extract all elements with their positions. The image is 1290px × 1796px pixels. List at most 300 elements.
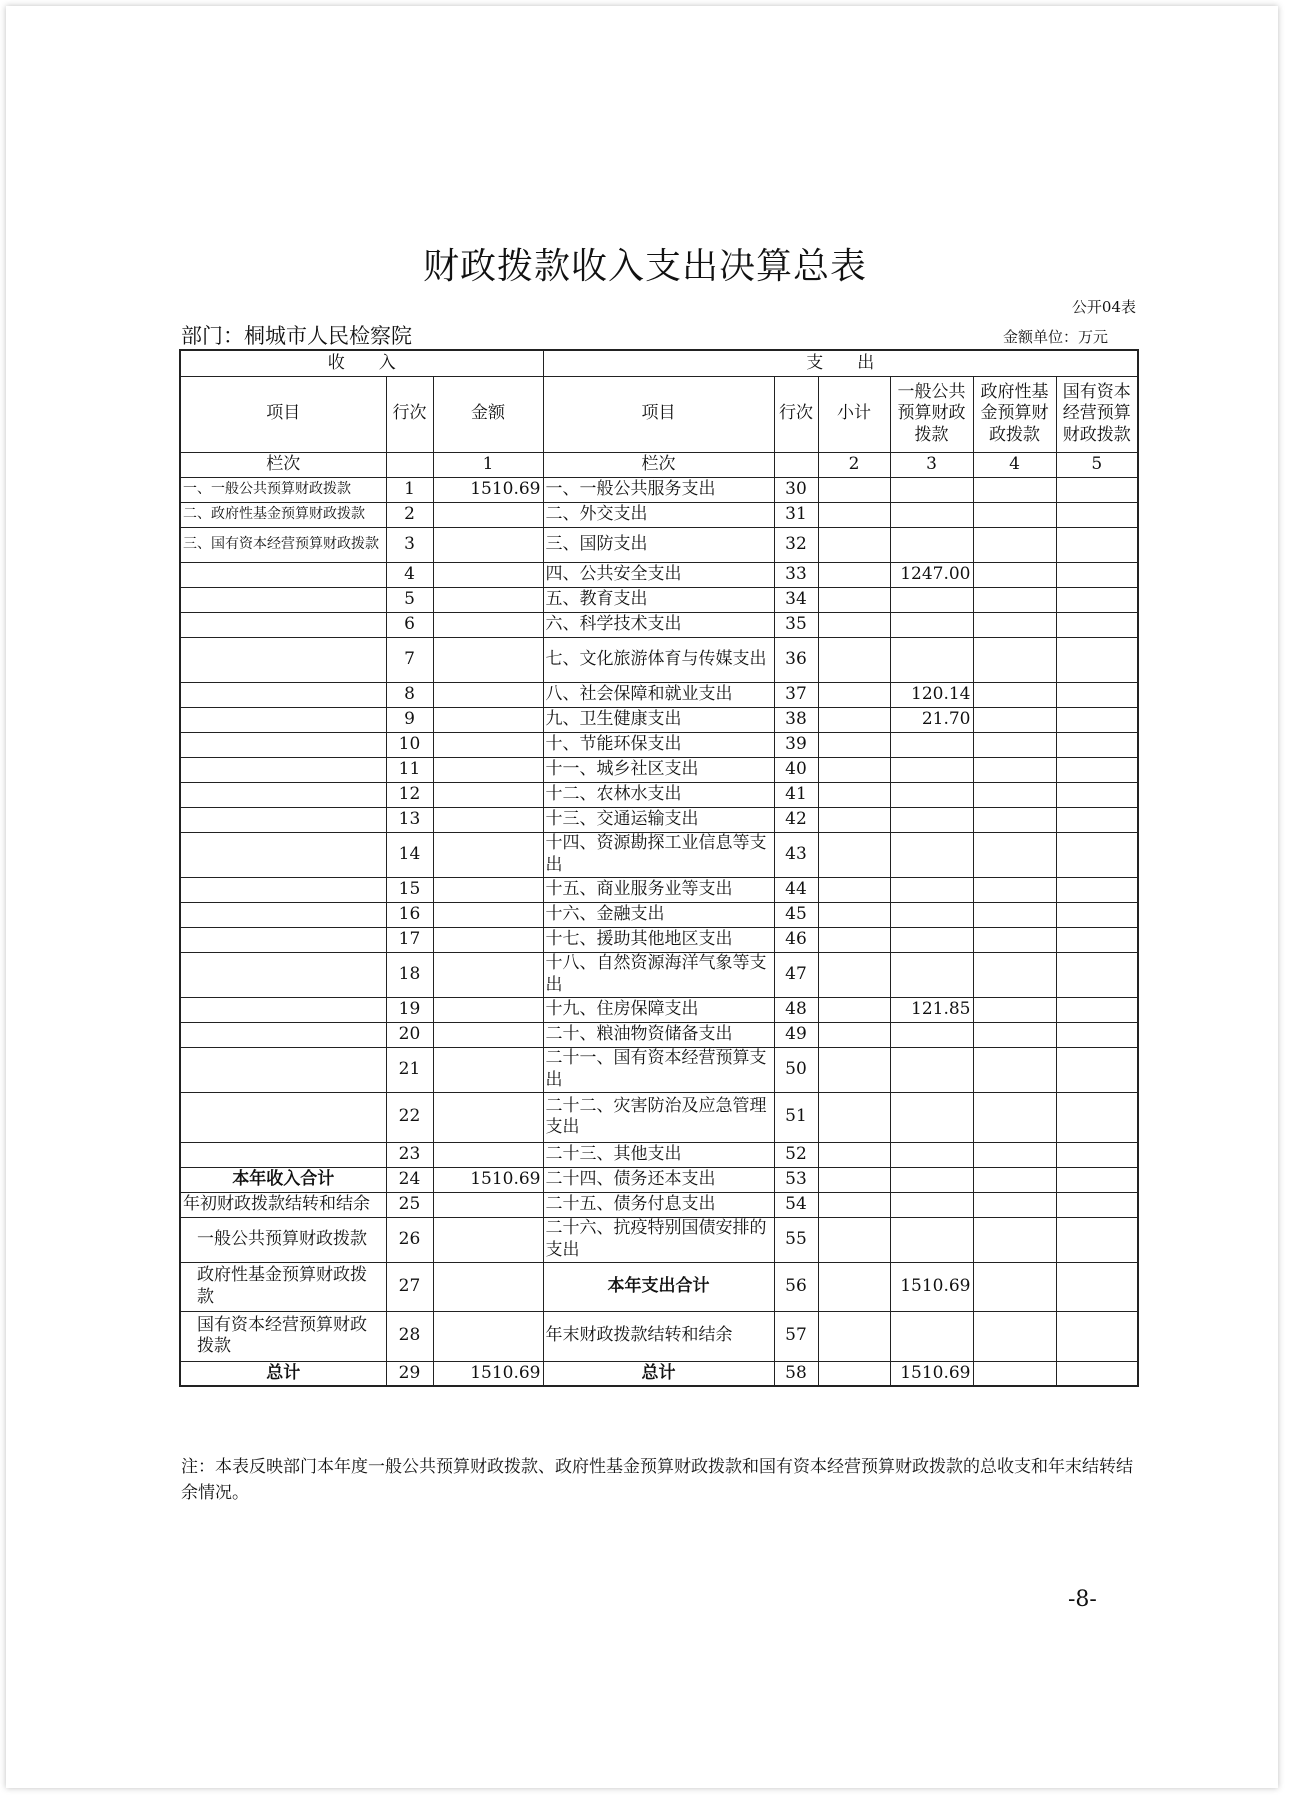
table-row	[180, 1142, 1138, 1167]
income-row-no: 3	[386, 527, 433, 562]
income-item: 本年收入合计	[180, 1167, 386, 1192]
income-row-no: 29	[386, 1361, 433, 1386]
fund-budget-value	[973, 927, 1056, 952]
expense-row-no: 48	[774, 997, 818, 1022]
income-amount-header: 金额	[433, 376, 543, 452]
general-budget-value	[890, 612, 973, 637]
general-budget-value	[890, 502, 973, 527]
general-budget-value: 1510.69	[890, 1262, 973, 1311]
income-item	[180, 832, 386, 877]
income-item	[180, 997, 386, 1022]
expense-row-no: 50	[774, 1047, 818, 1092]
subtotal-value	[818, 502, 890, 527]
income-amount	[433, 877, 543, 902]
table-row	[180, 1167, 1138, 1192]
fund-budget-value	[973, 1022, 1056, 1047]
state-capital-header: 国有资本经营预算财政拨款	[1056, 376, 1138, 452]
fund-budget-value	[973, 637, 1056, 682]
income-item	[180, 732, 386, 757]
income-amount	[433, 502, 543, 527]
income-item	[180, 682, 386, 707]
expense-item: 二十二、灾害防治及应急管理支出	[543, 1092, 774, 1142]
state-capital-value	[1056, 782, 1138, 807]
subtotal-value	[818, 782, 890, 807]
subtotal-value	[818, 1167, 890, 1192]
state-capital-value	[1056, 997, 1138, 1022]
table-row	[180, 1361, 1138, 1386]
table-row	[180, 952, 1138, 997]
income-row-no-header: 行次	[386, 376, 433, 452]
subtotal-value	[818, 927, 890, 952]
subtotal-value	[818, 1192, 890, 1217]
income-amount	[433, 1142, 543, 1167]
subtotal-value	[818, 477, 890, 502]
state-capital-value	[1056, 707, 1138, 732]
income-amount	[433, 1047, 543, 1092]
expense-item: 二十五、债务付息支出	[543, 1192, 774, 1217]
expense-item: 本年支出合计	[543, 1262, 774, 1311]
income-row-no: 1	[386, 477, 433, 502]
expense-item: 十七、援助其他地区支出	[543, 927, 774, 952]
expense-row-no: 36	[774, 637, 818, 682]
general-budget-value	[890, 1092, 973, 1142]
general-budget-value	[890, 1022, 973, 1047]
table-row	[180, 1022, 1138, 1047]
income-item	[180, 612, 386, 637]
table-row	[180, 732, 1138, 757]
expense-item: 三、国防支出	[543, 527, 774, 562]
column-index-2: 2	[818, 452, 890, 477]
expense-item: 二十、粮油物资储备支出	[543, 1022, 774, 1047]
income-row-no: 28	[386, 1311, 433, 1361]
fund-budget-value	[973, 1092, 1056, 1142]
expense-row-no: 54	[774, 1192, 818, 1217]
state-capital-value	[1056, 877, 1138, 902]
fund-budget-value	[973, 612, 1056, 637]
table-row	[180, 782, 1138, 807]
state-capital-value	[1056, 1047, 1138, 1092]
income-row-no: 16	[386, 902, 433, 927]
income-item	[180, 927, 386, 952]
subtotal-value	[818, 562, 890, 587]
income-item: 三、国有资本经营预算财政拨款	[180, 527, 386, 562]
subtotal-value	[818, 587, 890, 612]
state-capital-value	[1056, 612, 1138, 637]
subtotal-value	[818, 1092, 890, 1142]
expense-item: 二十六、抗疫特别国债安排的支出	[543, 1217, 774, 1262]
expense-row-no: 47	[774, 952, 818, 997]
subtotal-value	[818, 732, 890, 757]
income-row-no: 17	[386, 927, 433, 952]
income-row-no: 18	[386, 952, 433, 997]
subtotal-value	[818, 902, 890, 927]
expense-item: 十六、金融支出	[543, 902, 774, 927]
income-item	[180, 877, 386, 902]
empty-cell	[386, 452, 433, 477]
income-amount	[433, 527, 543, 562]
subtotal-value	[818, 997, 890, 1022]
income-amount: 1510.69	[433, 1361, 543, 1386]
expense-item: 四、公共安全支出	[543, 562, 774, 587]
income-item	[180, 1022, 386, 1047]
empty-cell	[774, 452, 818, 477]
expense-row-no: 45	[774, 902, 818, 927]
state-capital-value	[1056, 502, 1138, 527]
table-row	[180, 832, 1138, 877]
general-budget-value: 21.70	[890, 707, 973, 732]
income-row-no: 27	[386, 1262, 433, 1311]
fund-budget-value	[973, 1361, 1056, 1386]
income-item	[180, 637, 386, 682]
fund-budget-value	[973, 807, 1056, 832]
income-item	[180, 707, 386, 732]
general-budget-value	[890, 782, 973, 807]
general-budget-value: 120.14	[890, 682, 973, 707]
income-item	[180, 952, 386, 997]
table-row	[180, 757, 1138, 782]
income-amount	[433, 782, 543, 807]
expense-item: 十三、交通运输支出	[543, 807, 774, 832]
department-label: 部门：桐城市人民检察院	[181, 324, 412, 348]
fund-budget-value	[973, 997, 1056, 1022]
income-row-no: 14	[386, 832, 433, 877]
income-amount	[433, 997, 543, 1022]
expense-item: 十八、自然资源海洋气象等支出	[543, 952, 774, 997]
income-section-header: 收 入	[180, 350, 543, 376]
state-capital-value	[1056, 527, 1138, 562]
page-title: 财政拨款收入支出决算总表	[422, 246, 867, 287]
column-label: 栏次	[180, 452, 386, 477]
income-item: 政府性基金预算财政拨款	[180, 1262, 386, 1311]
subtotal-value	[818, 1047, 890, 1092]
income-row-no: 21	[386, 1047, 433, 1092]
expense-item: 二十四、债务还本支出	[543, 1167, 774, 1192]
table-row	[180, 637, 1138, 682]
general-budget-value: 1510.69	[890, 1361, 973, 1386]
general-budget-value	[890, 1047, 973, 1092]
income-amount	[433, 807, 543, 832]
expense-row-no: 32	[774, 527, 818, 562]
income-amount	[433, 1192, 543, 1217]
table-row	[180, 502, 1138, 527]
subtotal-value	[818, 707, 890, 732]
state-capital-value	[1056, 637, 1138, 682]
form-number: 公开04表	[1071, 298, 1136, 316]
general-budget-header: 一般公共预算财政拨款	[890, 376, 973, 452]
state-capital-value	[1056, 807, 1138, 832]
table-row	[180, 1047, 1138, 1092]
table-row	[180, 612, 1138, 637]
state-capital-value	[1056, 927, 1138, 952]
table-row	[180, 902, 1138, 927]
income-row-no: 9	[386, 707, 433, 732]
income-amount: 1510.69	[433, 1167, 543, 1192]
expense-item: 十一、城乡社区支出	[543, 757, 774, 782]
expense-row-no: 56	[774, 1262, 818, 1311]
income-item	[180, 562, 386, 587]
state-capital-value	[1056, 1361, 1138, 1386]
subtotal-header: 小计	[818, 376, 890, 452]
subtotal-value	[818, 682, 890, 707]
income-row-no: 10	[386, 732, 433, 757]
fund-budget-value	[973, 477, 1056, 502]
income-row-no: 7	[386, 637, 433, 682]
fund-budget-header: 政府性基金预算财政拨款	[973, 376, 1056, 452]
state-capital-value	[1056, 562, 1138, 587]
income-amount	[433, 682, 543, 707]
subtotal-value	[818, 1262, 890, 1311]
fund-budget-value	[973, 877, 1056, 902]
state-capital-value	[1056, 902, 1138, 927]
income-amount	[433, 952, 543, 997]
general-budget-value	[890, 927, 973, 952]
budget-table	[179, 349, 1139, 1387]
fund-budget-value	[973, 1262, 1056, 1311]
subtotal-value	[818, 1311, 890, 1361]
expense-row-no: 30	[774, 477, 818, 502]
table-row	[180, 587, 1138, 612]
expense-item-header: 项目	[543, 376, 774, 452]
expense-row-no: 49	[774, 1022, 818, 1047]
subtotal-value	[818, 612, 890, 637]
expense-item: 总计	[543, 1361, 774, 1386]
fund-budget-value	[973, 1167, 1056, 1192]
table-row	[180, 997, 1138, 1022]
income-row-no: 24	[386, 1167, 433, 1192]
expense-item: 五、教育支出	[543, 587, 774, 612]
column-index-row	[180, 452, 1138, 477]
fund-budget-value	[973, 1192, 1056, 1217]
income-item	[180, 1092, 386, 1142]
expense-row-no: 31	[774, 502, 818, 527]
fund-budget-value	[973, 1047, 1056, 1092]
state-capital-value	[1056, 477, 1138, 502]
subtotal-value	[818, 527, 890, 562]
column-label-2: 栏次	[543, 452, 774, 477]
subtotal-value	[818, 1142, 890, 1167]
subtotal-value	[818, 952, 890, 997]
expense-item: 八、社会保障和就业支出	[543, 682, 774, 707]
income-row-no: 13	[386, 807, 433, 832]
income-item-header: 项目	[180, 376, 386, 452]
general-budget-value	[890, 902, 973, 927]
general-budget-value	[890, 1142, 973, 1167]
income-item: 一、一般公共预算财政拨款	[180, 477, 386, 502]
expense-item: 七、文化旅游体育与传媒支出	[543, 637, 774, 682]
general-budget-value	[890, 1167, 973, 1192]
income-item: 国有资本经营预算财政拨款	[180, 1311, 386, 1361]
expense-row-no: 38	[774, 707, 818, 732]
expense-item: 一、一般公共服务支出	[543, 477, 774, 502]
income-item	[180, 1142, 386, 1167]
subtotal-value	[818, 1022, 890, 1047]
expense-section-header: 支 出	[543, 350, 1138, 376]
fund-budget-value	[973, 1311, 1056, 1361]
income-row-no: 4	[386, 562, 433, 587]
expense-row-no: 44	[774, 877, 818, 902]
expense-item: 十二、农林水支出	[543, 782, 774, 807]
state-capital-value	[1056, 1262, 1138, 1311]
income-amount	[433, 927, 543, 952]
income-row-no: 15	[386, 877, 433, 902]
income-item	[180, 807, 386, 832]
table-row	[180, 527, 1138, 562]
fund-budget-value	[973, 682, 1056, 707]
income-item	[180, 757, 386, 782]
table-row	[180, 1192, 1138, 1217]
expense-item: 十九、住房保障支出	[543, 997, 774, 1022]
fund-budget-value	[973, 1217, 1056, 1262]
fund-budget-value	[973, 527, 1056, 562]
expense-row-no: 39	[774, 732, 818, 757]
expense-item: 二十三、其他支出	[543, 1142, 774, 1167]
general-budget-value	[890, 587, 973, 612]
income-amount	[433, 637, 543, 682]
table-row	[180, 1092, 1138, 1142]
income-amount	[433, 587, 543, 612]
general-budget-value	[890, 1192, 973, 1217]
expense-row-no: 53	[774, 1167, 818, 1192]
subtotal-value	[818, 832, 890, 877]
income-row-no: 5	[386, 587, 433, 612]
expense-row-no: 57	[774, 1311, 818, 1361]
expense-item: 二、外交支出	[543, 502, 774, 527]
income-row-no: 26	[386, 1217, 433, 1262]
expense-item: 十五、商业服务业等支出	[543, 877, 774, 902]
expense-row-no: 41	[774, 782, 818, 807]
income-amount	[433, 832, 543, 877]
general-budget-value	[890, 477, 973, 502]
table-row	[180, 807, 1138, 832]
income-amount	[433, 1311, 543, 1361]
income-row-no: 12	[386, 782, 433, 807]
income-amount	[433, 902, 543, 927]
fund-budget-value	[973, 782, 1056, 807]
general-budget-value	[890, 807, 973, 832]
expense-row-no-header: 行次	[774, 376, 818, 452]
income-item: 总计	[180, 1361, 386, 1386]
income-amount	[433, 1217, 543, 1262]
state-capital-value	[1056, 1217, 1138, 1262]
general-budget-value: 121.85	[890, 997, 973, 1022]
expense-row-no: 46	[774, 927, 818, 952]
income-row-no: 6	[386, 612, 433, 637]
table-row	[180, 1262, 1138, 1311]
column-index-3: 3	[890, 452, 973, 477]
state-capital-value	[1056, 757, 1138, 782]
general-budget-value	[890, 637, 973, 682]
income-row-no: 25	[386, 1192, 433, 1217]
income-row-no: 11	[386, 757, 433, 782]
general-budget-value	[890, 1217, 973, 1262]
expense-row-no: 42	[774, 807, 818, 832]
fund-budget-value	[973, 562, 1056, 587]
expense-row-no: 34	[774, 587, 818, 612]
income-row-no: 20	[386, 1022, 433, 1047]
income-row-no: 19	[386, 997, 433, 1022]
page-number: -8-	[1068, 1587, 1097, 1612]
income-amount	[433, 1092, 543, 1142]
general-budget-value	[890, 832, 973, 877]
table-row	[180, 477, 1138, 502]
table-row	[180, 682, 1138, 707]
expense-item: 九、卫生健康支出	[543, 707, 774, 732]
expense-item: 二十一、国有资本经营预算支出	[543, 1047, 774, 1092]
fund-budget-value	[973, 587, 1056, 612]
income-amount	[433, 1022, 543, 1047]
table-row	[180, 562, 1138, 587]
subtotal-value	[818, 1217, 890, 1262]
expense-row-no: 33	[774, 562, 818, 587]
income-amount	[433, 1262, 543, 1311]
table-row	[180, 707, 1138, 732]
income-amount	[433, 612, 543, 637]
fund-budget-value	[973, 1142, 1056, 1167]
expense-row-no: 58	[774, 1361, 818, 1386]
unit-label: 金额单位：万元	[1002, 328, 1108, 346]
fund-budget-value	[973, 952, 1056, 997]
state-capital-value	[1056, 1142, 1138, 1167]
fund-budget-value	[973, 832, 1056, 877]
expense-row-no: 52	[774, 1142, 818, 1167]
expense-row-no: 51	[774, 1092, 818, 1142]
expense-row-no: 37	[774, 682, 818, 707]
general-budget-value	[890, 732, 973, 757]
table-row	[180, 877, 1138, 902]
income-item: 一般公共预算财政拨款	[180, 1217, 386, 1262]
state-capital-value	[1056, 832, 1138, 877]
income-row-no: 22	[386, 1092, 433, 1142]
expense-row-no: 55	[774, 1217, 818, 1262]
general-budget-value	[890, 527, 973, 562]
income-item	[180, 587, 386, 612]
income-item: 年初财政拨款结转和结余	[180, 1192, 386, 1217]
expense-item: 十四、资源勘探工业信息等支出	[543, 832, 774, 877]
subtotal-value	[818, 807, 890, 832]
table-row	[180, 1217, 1138, 1262]
income-item	[180, 1047, 386, 1092]
subtotal-value	[818, 757, 890, 782]
general-budget-value: 1247.00	[890, 562, 973, 587]
expense-item: 六、科学技术支出	[543, 612, 774, 637]
income-row-no: 8	[386, 682, 433, 707]
column-header-row	[180, 376, 1138, 452]
table-row	[180, 927, 1138, 952]
income-row-no: 2	[386, 502, 433, 527]
column-index-4: 4	[973, 452, 1056, 477]
income-amount	[433, 732, 543, 757]
fund-budget-value	[973, 502, 1056, 527]
income-amount	[433, 707, 543, 732]
subtotal-value	[818, 637, 890, 682]
state-capital-value	[1056, 732, 1138, 757]
fund-budget-value	[973, 902, 1056, 927]
income-amount	[433, 757, 543, 782]
general-budget-value	[890, 877, 973, 902]
state-capital-value	[1056, 587, 1138, 612]
subtotal-value	[818, 1361, 890, 1386]
state-capital-value	[1056, 682, 1138, 707]
income-row-no: 23	[386, 1142, 433, 1167]
income-amount	[433, 562, 543, 587]
table-row	[180, 1311, 1138, 1361]
income-item	[180, 782, 386, 807]
fund-budget-value	[973, 707, 1056, 732]
expense-row-no: 35	[774, 612, 818, 637]
state-capital-value	[1056, 1167, 1138, 1192]
column-index-1: 1	[433, 452, 543, 477]
expense-row-no: 43	[774, 832, 818, 877]
